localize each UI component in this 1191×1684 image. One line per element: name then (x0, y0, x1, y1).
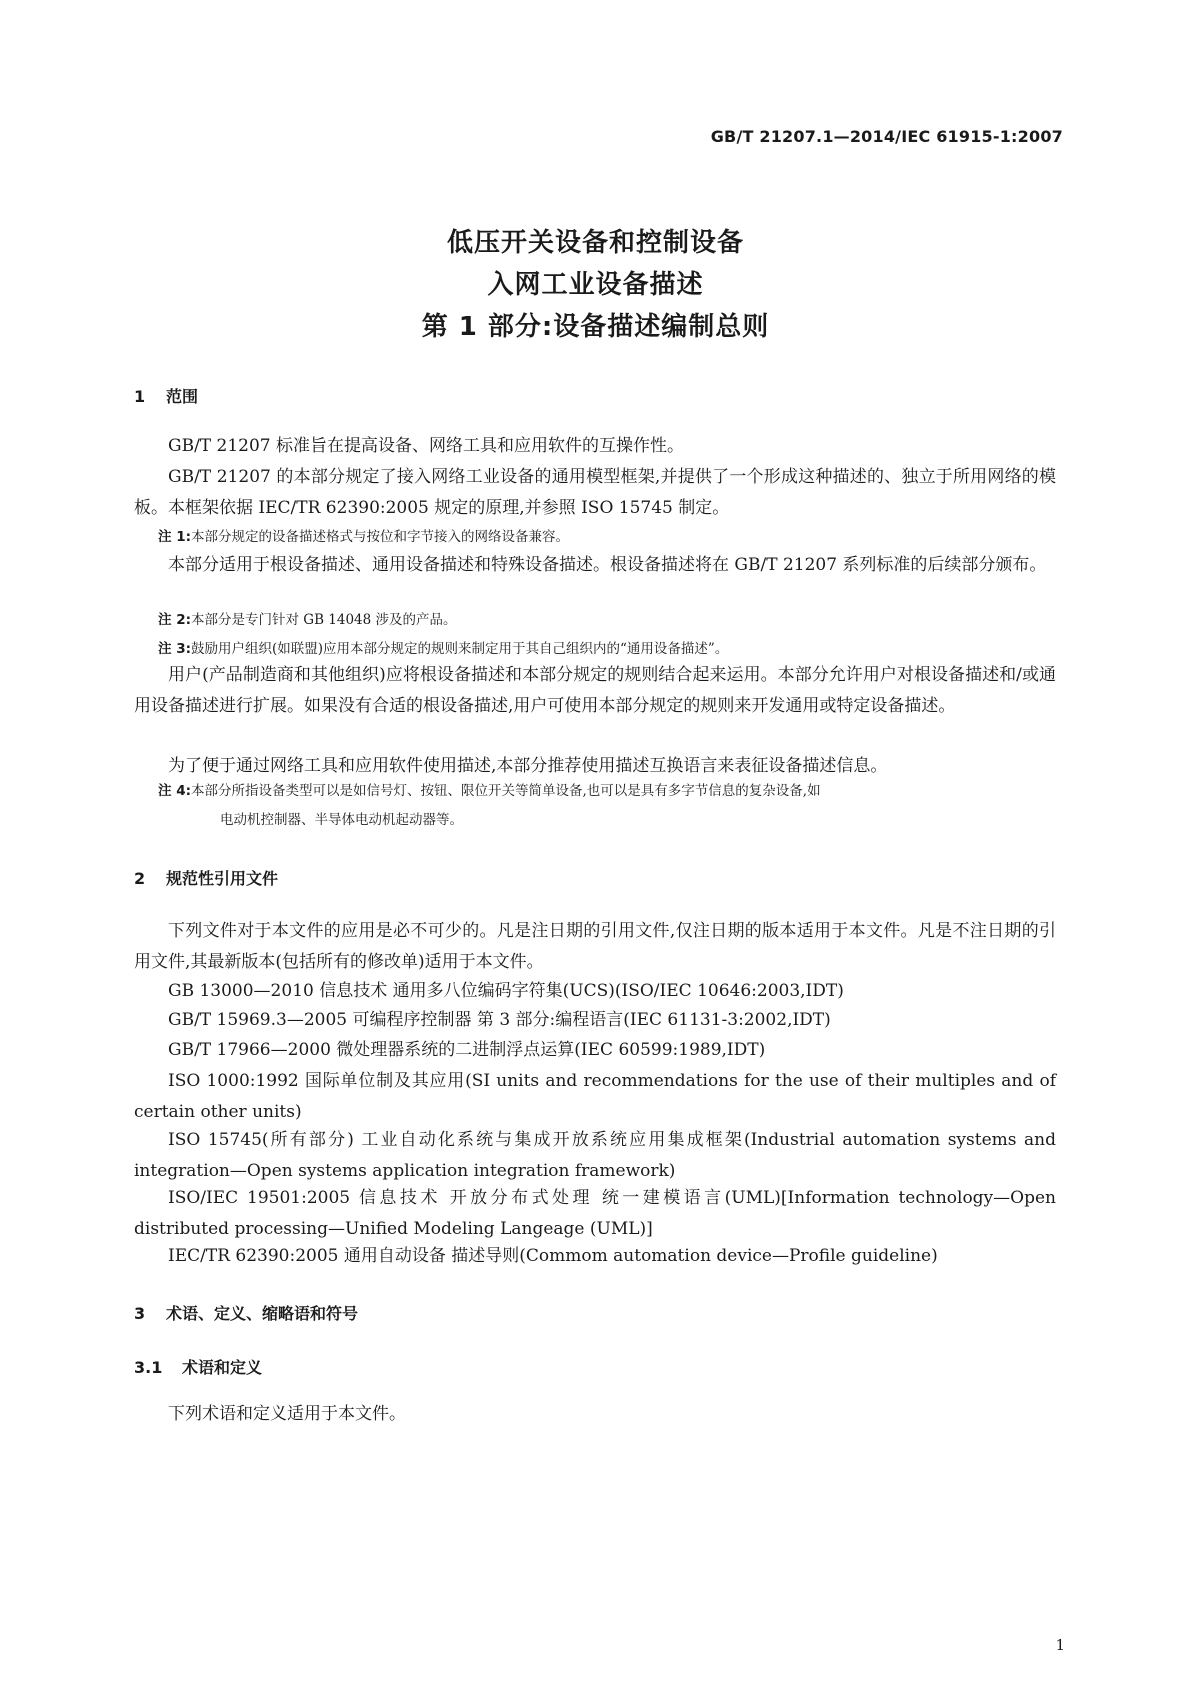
note-text: 本部分规定的设备描述格式与按位和字节接入的网络设备兼容。 (191, 529, 569, 545)
note-label: 注 4: (158, 783, 191, 799)
section-number: 3.1 (134, 1358, 163, 1377)
section-title: 术语和定义 (182, 1358, 263, 1377)
section-number: 1 (134, 387, 146, 406)
section-1-paragraph-5: 为了便于通过网络工具和应用软件使用描述,本部分推荐使用描述互换语言来表征设备描述信息。 (168, 756, 888, 776)
standard-code: GB/T 21207.1—2014/IEC 61915-1:2007 (710, 127, 1063, 146)
page-number: 1 (1055, 1636, 1065, 1654)
section-1-paragraph-1: GB/T 21207 标准旨在提高设备、网络工具和应用软件的互操作性。 (168, 436, 685, 456)
note-text: 鼓励用户组织(如联盟)应用本部分规定的规则来制定用于其自己组织内的“通用设备描述”。 (191, 641, 729, 657)
note-label: 注 2: (158, 612, 191, 628)
note-1 (158, 523, 1056, 552)
reference-item: ISO 1000:1992 国际单位制及其应用(SI units and recommendations for the use of their multiples and of certain other units) (134, 1071, 1056, 1122)
note-2 (158, 606, 1056, 635)
section-2-heading (134, 866, 278, 889)
note-label: 注 3: (158, 641, 191, 657)
section-title: 范围 (166, 387, 199, 406)
section-3-1-paragraph: 下列术语和定义适用于本文件。 (168, 1404, 406, 1424)
note-text-line-1: 本部分所指设备类型可以是如信号灯、按钮、限位开关等简单设备,也可以是具有多字节信息的复杂设备,如 (191, 783, 821, 799)
note-label: 注 1: (158, 529, 191, 545)
note-text: 本部分是专门针对 GB 14048 涉及的产品。 (191, 612, 457, 628)
section-1-paragraph-2: GB/T 21207 的本部分规定了接入网络工业设备的通用模型框架,并提供了一个形成这种描述的、独立于所用网络的模板。本框架依据 IEC/TR 62390:2005 规定的原理,并参照 ISO 15745 制定。 (134, 467, 1056, 518)
section-1-heading (134, 384, 198, 407)
section-1-paragraph-3: 本部分适用于根设备描述、通用设备描述和特殊设备描述。根设备描述将在 GB/T 21207 系列标准的后续部分颁布。 (168, 555, 1047, 575)
title-line-2: 入网工业设备描述 (487, 270, 704, 300)
reference-item: IEC/TR 62390:2005 通用自动设备 描述导则(Commom automation device—Profile guideline) (168, 1246, 938, 1266)
reference-item: GB 13000—2010 信息技术 通用多八位编码字符集(UCS)(ISO/IEC 10646:2003,IDT) (168, 981, 844, 1001)
reference-item: GB/T 17966—2000 微处理器系统的二进制浮点运算(IEC 60599:1989,IDT) (168, 1040, 766, 1060)
reference-item: GB/T 15969.3—2005 可编程序控制器 第 3 部分:编程语言(IEC 61131-3:2002,IDT) (168, 1010, 831, 1030)
title-line-3: 第 1 部分:设备描述编制总则 (421, 312, 770, 342)
section-number: 2 (134, 869, 146, 888)
reference-item: ISO 15745(所有部分) 工业自动化系统与集成开放系统应用集成框架(Industrial automation systems and integration—Open systems application integration framework) (134, 1130, 1056, 1181)
note-4 (158, 777, 1056, 835)
note-text-line-2: 电动机控制器、半导体电动机起动器等。 (220, 812, 463, 828)
section-number: 3 (134, 1304, 146, 1323)
section-title: 术语、定义、缩略语和符号 (166, 1304, 359, 1323)
section-3-1-heading (134, 1355, 262, 1378)
reference-item: ISO/IEC 19501:2005 信息技术 开放分布式处理 统一建模语言(UML)[Information technology—Open distributed processing—Unified Modeling Langeage (UML)] (134, 1188, 1056, 1239)
section-1-paragraph-4: 用户(产品制造商和其他组织)应将根设备描述和本部分规定的规则结合起来运用。本部分允许用户对根设备描述和/或通用设备描述进行扩展。如果没有合适的根设备描述,用户可使用本部分规定的规则来开发通用或特定设备描述。 (134, 665, 1056, 716)
section-2-intro: 下列文件对于本文件的应用是必不可少的。凡是注日期的引用文件,仅注日期的版本适用于本文件。凡是不注日期的引用文件,其最新版本(包括所有的修改单)适用于本文件。 (134, 921, 1056, 972)
title-line-1: 低压开关设备和控制设备 (446, 228, 744, 258)
section-3-heading (134, 1301, 358, 1324)
section-title: 规范性引用文件 (166, 869, 279, 888)
document-title (0, 222, 1191, 348)
